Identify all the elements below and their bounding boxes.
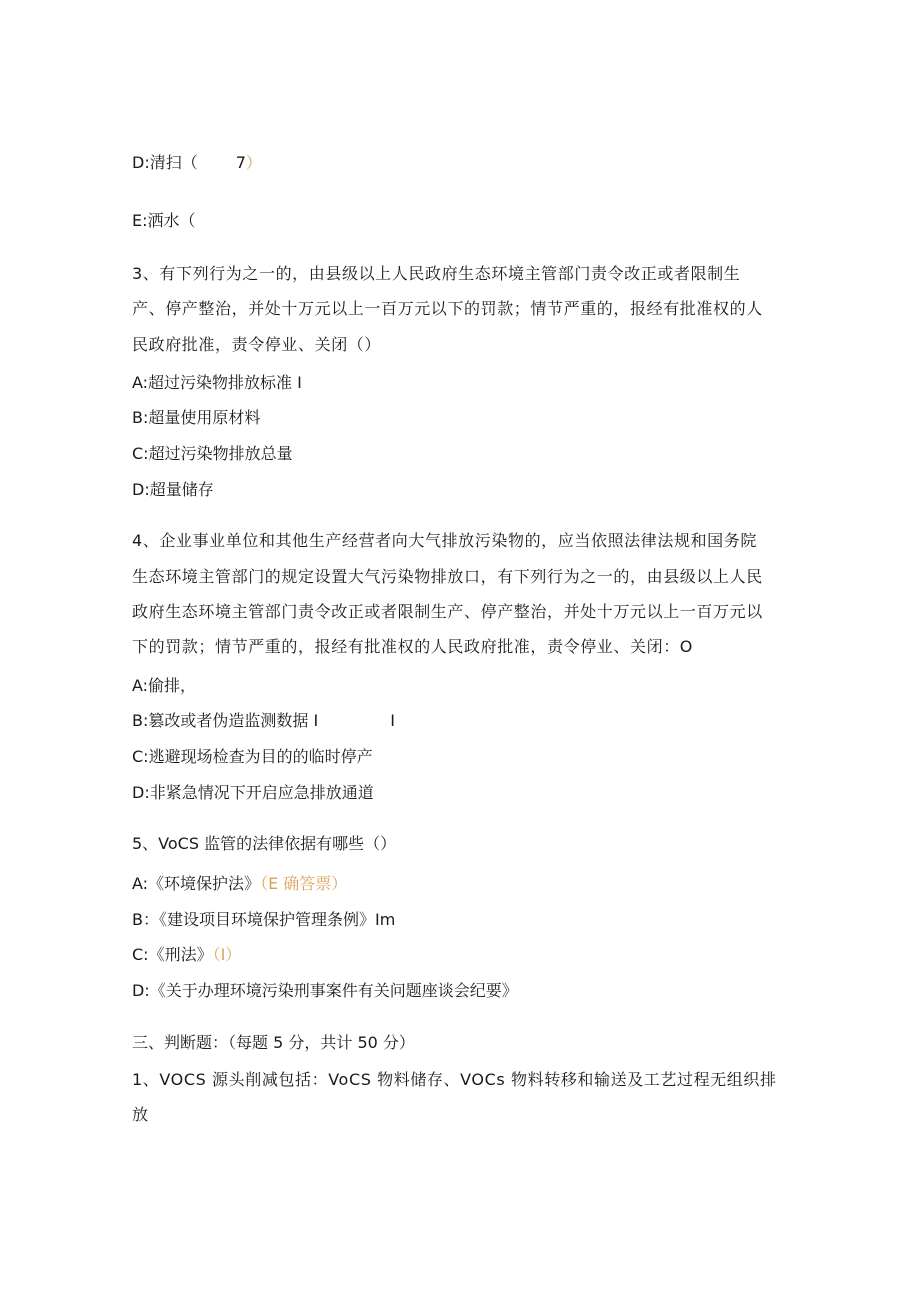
q5-option-a-answer: （E 确答票） <box>260 874 348 893</box>
q4-text-line: 政府生态环境主管部门责令改正或者限制生产、停产整治，并处十万元以上一百万元以 <box>132 602 763 621</box>
q4-text-line: 下的罚款；情节严重的，报经有批准权的人民政府批准，责令停业、关闭：O <box>132 637 693 656</box>
q2-option-d <box>132 152 262 174</box>
q5-option-c-text: C:《刑法》 <box>132 945 213 964</box>
q3-text-line: 民政府批准，责令停业、关闭（） <box>132 335 382 354</box>
q3-option-a: A:超过污染物排放标准 I <box>132 373 302 392</box>
q4-option-b-mark: I <box>390 711 395 730</box>
section3-q1-line: 1、VOCS 源头削减包括：VoCS 物料储存、VOCs 物料转移和输送及工艺过程无组织排 <box>132 1070 777 1089</box>
q5-option-a-text: A:《环境保护法》 <box>132 874 261 893</box>
q4-text-line: 4、企业事业单位和其他生产经营者向大气排放污染物的，应当依照法律法规和国务院 <box>132 531 757 550</box>
section3-heading: 三、判断题：（每题 5 分，共计 50 分） <box>132 1033 415 1052</box>
q5-option-d: D:《关于办理环境污染刑事案件有关问题座谈会纪要》 <box>132 981 518 1000</box>
q3-text-line: 3、有下列行为之一的，由县级以上人民政府生态环境主管部门责令改正或者限制生 <box>132 264 741 283</box>
q3-option-d: D:超量储存 <box>132 480 214 499</box>
q2-option-e: E:洒水（ <box>132 211 196 230</box>
q3-option-b: B:超量使用原材料 <box>132 408 261 427</box>
q4-option-b <box>132 710 395 732</box>
q4-text-line: 生态环境主管部门的规定设置大气污染物排放口，有下列行为之一的，由县级以上人民 <box>132 567 763 586</box>
q5-option-c-answer: （I） <box>212 945 242 964</box>
q4-option-b-text: B:篡改或者伪造监测数据 I <box>132 711 319 730</box>
q2-option-d-label: D:清扫（ <box>132 153 198 172</box>
q4-option-d: D:非紧急情况下开启应急排放通道 <box>132 783 374 802</box>
q5-option-b: B：《建设项目环境保护管理条例》Im <box>132 910 396 929</box>
q3-text-line: 产、停产整治，并处十万元以上一百万元以下的罚款；情节严重的，报经有批准权的人 <box>132 299 763 318</box>
section3-q1-line: 放 <box>132 1105 149 1124</box>
q2-option-d-fill: 7 <box>235 153 246 172</box>
q5-option-a <box>132 873 347 895</box>
q2-option-d-close: ） <box>245 153 262 172</box>
q5-option-c <box>132 944 241 966</box>
q5-question: 5、VoCS 监管的法律依据有哪些（） <box>132 834 397 853</box>
q4-option-c: C:逃避现场检查为目的的临时停产 <box>132 747 373 766</box>
q4-option-a: A:偷排， <box>132 676 197 695</box>
q3-option-c: C:超过污染物排放总量 <box>132 444 293 463</box>
